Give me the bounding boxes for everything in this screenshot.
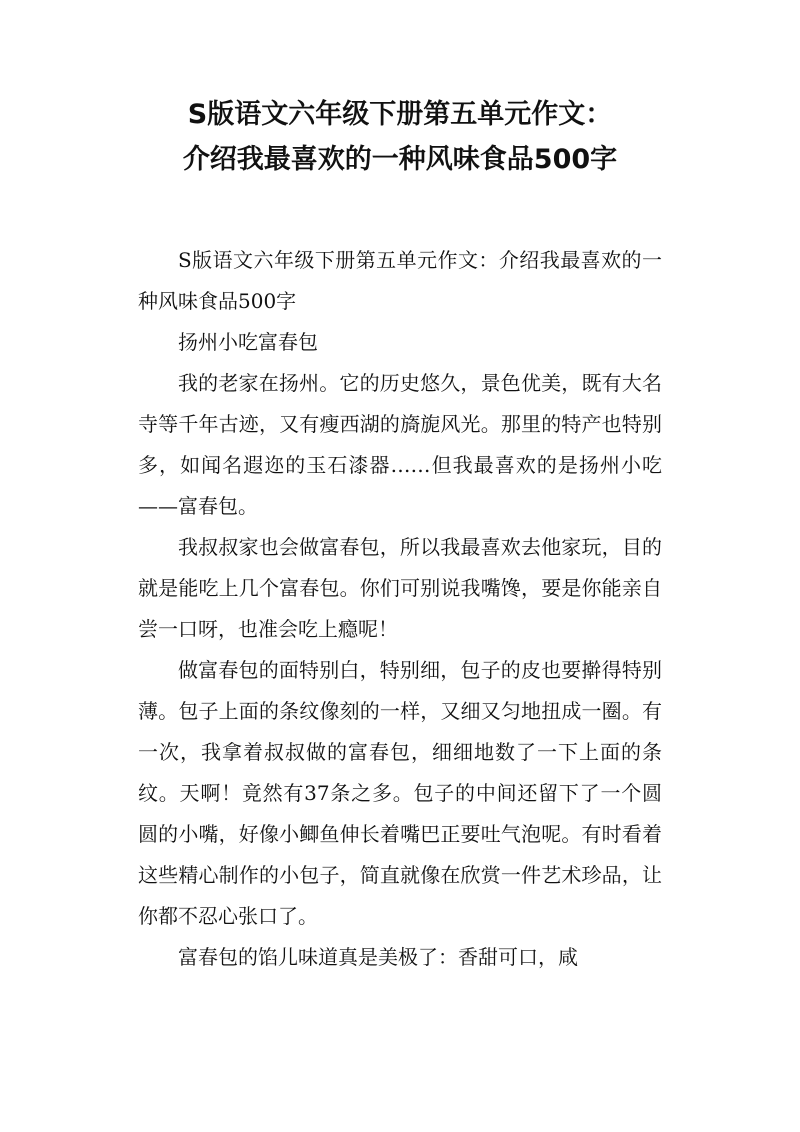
title-line-1: S版语文六年级下册第五单元作文： (187, 99, 613, 130)
body-paragraph: 我叔叔家也会做富春包，所以我最喜欢去他家玩，目的就是能吃上几个富春包。你们可别说我嘴馋，要是你能亲自尝一口呀，也准会吃上瘾呢！ (138, 535, 662, 641)
body-paragraph-subtitle: 扬州小吃富春包 (178, 330, 318, 354)
document-title (100, 92, 700, 182)
body-paragraph: 做富春包的面特别白，特别细，包子的皮也要擀得特别薄。包子上面的条纹像刻的一样，又细又匀地扭成一圈。有一次，我拿着叔叔做的富春包，细细地数了一下上面的条纹。天啊！竟然有37条之多。包子的中间还留下了一个圆圆的小嘴，好像小鲫鱼伸长着嘴巴正要吐气泡呢。有时看着这些精心制作的小包子，简直就像在欣赏一件艺术珍品，让你都不忍心张口了。 (138, 658, 662, 928)
document-body (138, 240, 662, 978)
title-line-2: 介绍我最喜欢的一种风味食品500字 (182, 144, 618, 175)
body-paragraph: 我的老家在扬州。它的历史悠久，景色优美，既有大名寺等千年古迹，又有瘦西湖的旖旎风光。那里的特产也特别多，如闻名遐迩的玉石漆器……但我最喜欢的是扬州小吃——富春包。 (138, 371, 662, 518)
body-paragraph: 富春包的馅儿味道真是美极了：香甜可口，咸 (178, 945, 578, 969)
body-paragraph-heading: S版语文六年级下册第五单元作文：介绍我最喜欢的一种风味食品500字 (138, 248, 662, 313)
